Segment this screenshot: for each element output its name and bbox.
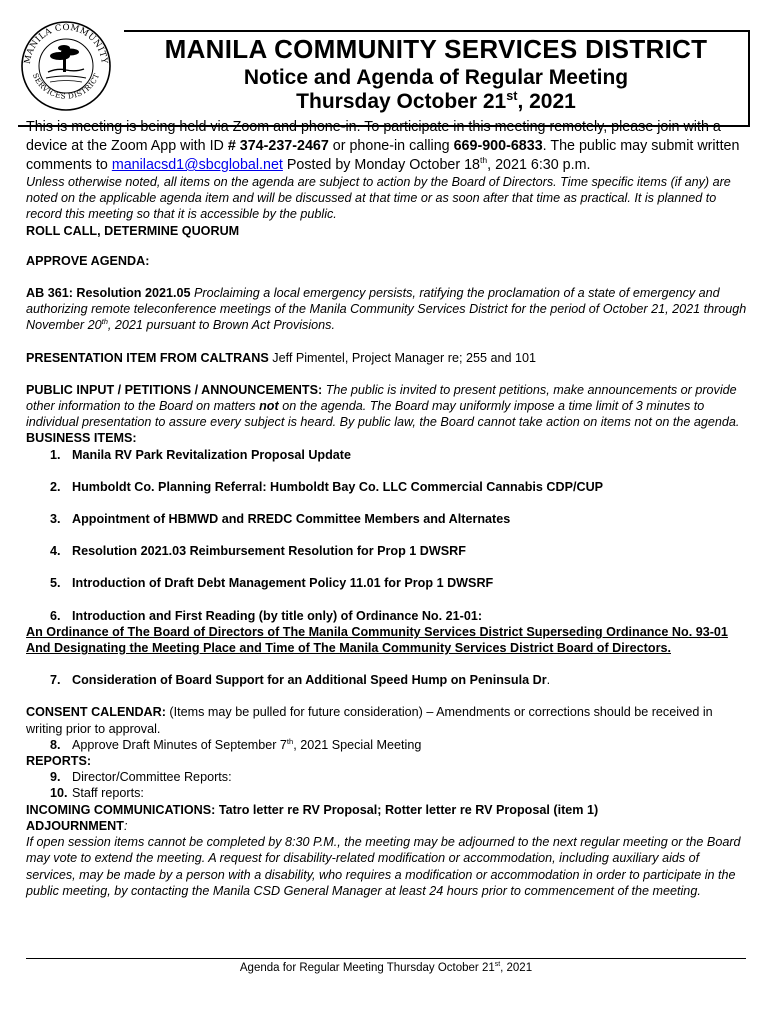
reports-heading: REPORTS: <box>26 754 92 769</box>
adjournment-heading: ADJOURNMENT: <box>26 818 128 833</box>
ordinance-title: An Ordinance of The Board of Directors of The Manila Community Services District Superseding Ordinance No. 93-01 And Designating the Meeting Place and Time of The Manila Community Services District Board of Directors. <box>26 624 728 656</box>
seal-top-text: MANILA COMMUNITY <box>22 22 110 65</box>
phone-number: 669-900-6833 <box>453 138 543 154</box>
zoom-id: # 374-237-2467 <box>227 138 329 154</box>
adjournment-text: If open session items cannot be completed by 8:30 P.M., the meeting may be adjourned to the next regular meeting or the Board may vote to extend the meeting. A request for disability-related modification or accommodation, including auxiliary aids of services, may be made by a person with a disability, who requires a modification or accommodation in order to participate in the public meeting, by contacting the Manila CSD General Manager at least 24 hours prior to commencement of the meeting. <box>26 835 741 898</box>
meeting-date: Thursday October 21st, 2021 <box>296 89 576 113</box>
meeting-subtitle: Notice and Agenda of Regular Meeting <box>243 66 629 89</box>
incoming-communications: INCOMING COMMUNICATIONS: Tatro letter re RV Proposal; Rotter letter re RV Proposal (item 1) <box>26 802 599 817</box>
ab361-item: AB 361: Resolution 2021.05 Proclaiming a local emergency persists, ratifying the proclamation of a state of emergency and authorizing remote teleconference meetings of the Manila Community Services District for the period of October 21, 2021 through November 20th, 2021 pursuant to Brown Act Provisions. <box>26 286 747 333</box>
business-item-5: 5. Introduction of Draft Debt Management Policy 11.01 for Prop 1 DWSRF <box>50 576 494 591</box>
email-link[interactable]: manilacsd1@sbcglobal.net <box>111 157 283 173</box>
seal-bottom-text: SERVICES DISTRICT <box>30 71 102 101</box>
business-item-6: 6. Introduction and First Reading (by title only) of Ordinance No. 21-01: <box>50 608 483 623</box>
report-item-10: 10. Staff reports: <box>50 786 144 801</box>
notice-paragraph: Unless otherwise noted, all items on the agenda are subject to action by the Board of Directors. Time specific items (if any) are noted on the applicable agenda item and will be discussed at that time or as soon after that time as practical. It is planned to record this meeting so that it is accessible by the public. <box>26 175 731 222</box>
business-item-1: 1. Manila RV Park Revitalization Proposal Update <box>50 447 352 462</box>
business-item-4: 4. Resolution 2021.03 Reimbursement Resolution for Prop 1 DWSRF <box>50 544 466 559</box>
zoom-instructions: This is meeting is being held via Zoom and phone-in. To participate in this meeting remotely, please join with a device at the Zoom App with ID # 374-237-2467 or phone-in calling 669-900-6833. The public may submit written comments to manilacsd1@sbcglobal.net Posted by Monday October 18th, 2021 6:30 p.m. <box>26 119 740 173</box>
business-item-3: 3. Appointment of HBMWD and RREDC Committee Members and Alternates <box>50 512 511 527</box>
consent-item-8: 8. Approve Draft Minutes of September 7th, 2021 Special Meeting <box>50 736 422 752</box>
report-item-9: 9. Director/Committee Reports: <box>50 770 232 785</box>
business-heading: BUSINESS ITEMS: <box>26 431 137 446</box>
business-item-7: 7. Consideration of Board Support for an Additional Speed Hump on Peninsula Dr. <box>50 673 551 688</box>
public-input-item: PUBLIC INPUT / PETITIONS / ANNOUNCEMENTS: The public is invited to present petitions, make announcements or provide other information to the Board on matters not on the agenda. The Board may uniformly impose a time limit of 3 minutes to individual presentation to assure every subject is heard. By public law, the Board cannot take action on items not on the agenda. <box>26 382 740 430</box>
consent-calendar: CONSENT CALENDAR: (Items may be pulled for future consideration) – Amendments or corrections should be received in writing prior to approval. <box>26 705 713 736</box>
district-seal-logo <box>18 14 114 114</box>
page-footer: Agenda for Regular Meeting Thursday October 21st, 2021 <box>26 958 746 974</box>
approve-agenda: APPROVE AGENDA: <box>26 253 150 268</box>
agenda-body <box>26 174 750 899</box>
presentation-item: PRESENTATION ITEM FROM CALTRANS Jeff Pimentel, Project Manager re; 255 and 101 <box>26 350 536 365</box>
org-title: MANILA COMMUNITY SERVICES DISTRICT <box>164 34 708 64</box>
tree-icon <box>46 45 86 82</box>
business-item-2: 2. Humboldt Co. Planning Referral: Humboldt Bay Co. LLC Commercial Cannabis CDP/CUP <box>50 479 604 494</box>
roll-call: ROLL CALL, DETERMINE QUORUM <box>26 223 240 238</box>
